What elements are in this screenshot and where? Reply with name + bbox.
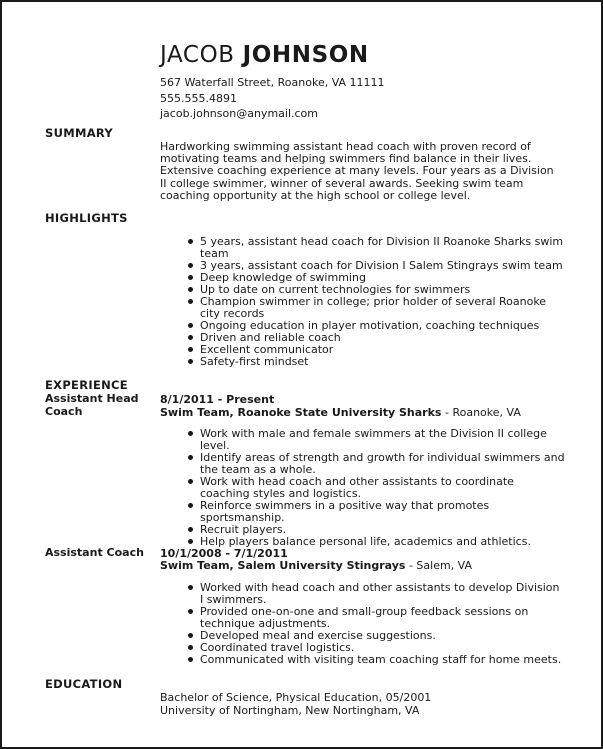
organization-name: Swim Team, Roanoke State University Sharks — [160, 406, 442, 419]
education-heading: EDUCATION — [45, 677, 123, 691]
job-organization — [160, 406, 521, 419]
job-duties-list — [188, 428, 566, 548]
candidate-name — [160, 42, 369, 68]
education-school: University of Nortingham, New Nortingham, VA — [160, 704, 420, 717]
summary-text: Hardworking swimming assistant head coach with proven record of motivating teams and helping swimmers find balance in their lives. Extensive coaching experience at many levels. Four years as a Division II college swimmer, winner of several awards. Seeking swim team coaching opportunity at the high school or college level. — [160, 140, 554, 202]
list-item: Coordinated travel logistics. — [188, 642, 566, 654]
list-item: Safety-first mindset — [188, 356, 566, 368]
list-item: Up to date on current technologies for swimmers — [188, 284, 566, 296]
list-item: Excellent communicator — [188, 344, 566, 356]
list-item: Help players balance personal life, academics and athletics. — [188, 536, 566, 548]
list-item: Developed meal and exercise suggestions. — [188, 630, 566, 642]
job-title: Assistant Coach — [45, 546, 144, 559]
job-dates: 8/1/2011 - Present — [160, 393, 275, 406]
list-item: Champion swimmer in college; prior holder of several Roanoke city records — [188, 296, 566, 320]
education-degree: Bachelor of Science, Physical Education, 05/2001 — [160, 691, 432, 704]
organization-location: - Salem, VA — [405, 559, 473, 572]
summary-heading: SUMMARY — [45, 126, 114, 140]
list-item: Communicated with visiting team coaching staff for home meets. — [188, 654, 566, 666]
phone: 555.555.4891 — [160, 91, 237, 105]
job-title: Assistant Head Coach — [45, 392, 139, 418]
list-item: Ongoing education in player motivation, coaching techniques — [188, 320, 566, 332]
list-item: Recruit players. — [188, 524, 566, 536]
job-duties-list — [188, 582, 566, 666]
job-dates: 10/1/2008 - 7/1/2011 — [160, 547, 288, 560]
list-item: Work with male and female swimmers at the Division II college level. — [188, 428, 566, 452]
list-item: 3 years, assistant coach for Division I Salem Stingrays swim team — [188, 260, 566, 272]
list-item: Reinforce swimmers in a positive way that promotes sportsmanship. — [188, 500, 566, 524]
address: 567 Waterfall Street, Roanoke, VA 11111 — [160, 76, 385, 89]
list-item: Worked with head coach and other assistants to develop Division I swimmers. — [188, 582, 566, 606]
list-item: Provided one-on-one and small-group feedback sessions on technique adjustments. — [188, 606, 566, 630]
highlights-heading: HIGHLIGHTS — [45, 211, 128, 225]
list-item: Driven and reliable coach — [188, 332, 566, 344]
organization-name: Swim Team, Salem University Stingrays — [160, 559, 406, 572]
experience-heading: EXPERIENCE — [45, 378, 128, 392]
last-name: JOHNSON — [242, 42, 369, 68]
organization-location: - Roanoke, VA — [441, 406, 521, 419]
list-item: Work with head coach and other assistants to coordinate coaching styles and logistics. — [188, 476, 566, 500]
contact-block — [160, 75, 385, 122]
list-item: Deep knowledge of swimming — [188, 272, 566, 284]
job-organization — [160, 559, 472, 572]
highlights-list — [188, 236, 566, 368]
first-name: JACOB — [160, 42, 235, 68]
list-item: 5 years, assistant head coach for Division II Roanoke Sharks swim team — [188, 236, 566, 260]
email: jacob.johnson@anymail.com — [160, 107, 318, 120]
list-item: Identify areas of strength and growth for individual swimmers and the team as a whole. — [188, 452, 566, 476]
